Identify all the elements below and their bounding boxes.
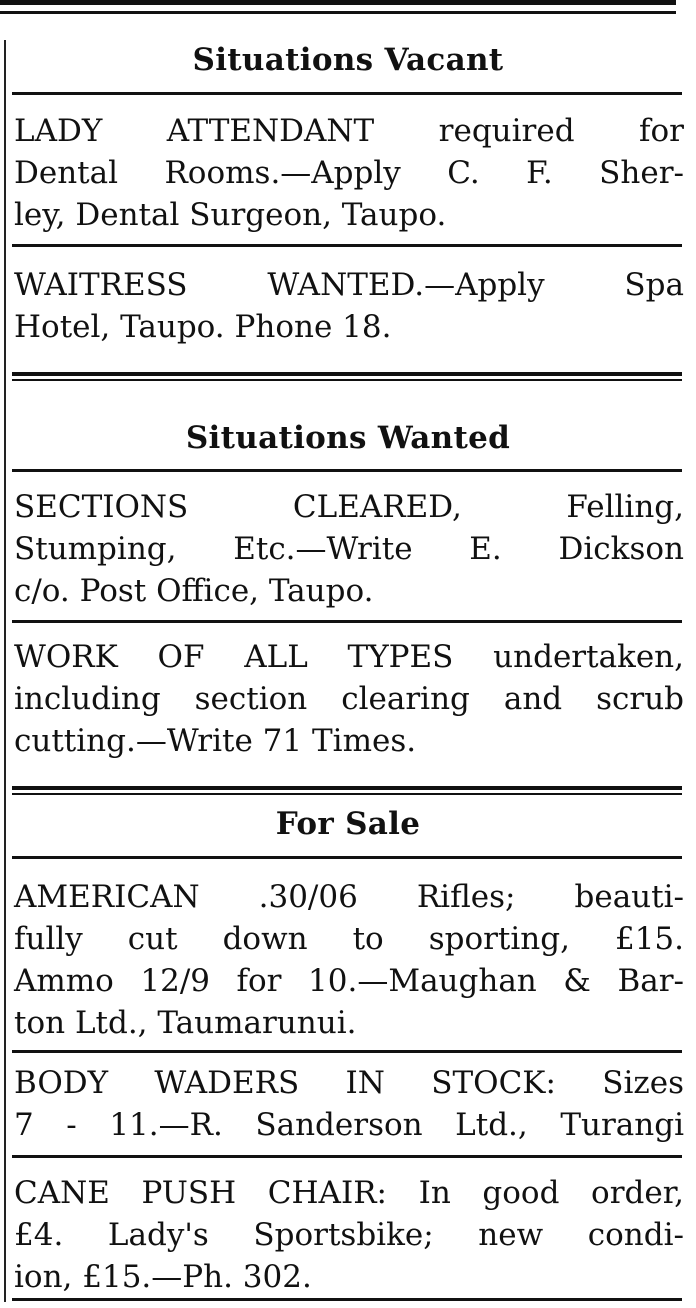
ad-line: SECTIONS CLEARED, Felling, (14, 489, 684, 525)
bottom-rule (12, 1298, 682, 1301)
ad-line: c/o. Post Office, Taupo. (14, 573, 374, 609)
section-rule (12, 469, 682, 472)
ad-line: AMERICAN .30/06 Rifles; beauti- (14, 879, 684, 915)
ad-line: including section clearing and scrub (14, 681, 684, 717)
ad-line: CANE PUSH CHAIR: In good order, (14, 1175, 684, 1211)
ad-line: fully cut down to sporting, £15. (14, 921, 684, 957)
ad-sections-cleared (14, 486, 684, 612)
ad-work-of-all-types (14, 636, 684, 762)
ad-line: LADY ATTENDANT required for (14, 113, 684, 149)
ad-line: BODY WADERS IN STOCK: Sizes (14, 1065, 684, 1101)
ad-line: ion, £15.—Ph. 302. (14, 1259, 312, 1295)
ad-rule (12, 244, 682, 247)
ad-body-waders (14, 1062, 684, 1146)
section-heading-situations-wanted: Situations Wanted (185, 420, 511, 456)
section-rule (12, 856, 682, 859)
ad-line: Stumping, Etc.—Write E. Dickson (14, 531, 684, 567)
ad-line: cutting.—Write 71 Times. (14, 723, 417, 759)
section-rule (12, 92, 682, 95)
ad-line: ley, Dental Surgeon, Taupo. (14, 197, 447, 233)
section-heading-situations-vacant: Situations Vacant (192, 42, 504, 78)
ad-line: Hotel, Taupo. Phone 18. (14, 309, 392, 345)
ad-line: 7 - 11.—R. Sanderson Ltd., Turangi (14, 1107, 684, 1143)
ad-american-rifles (14, 876, 684, 1044)
ad-rule (12, 620, 682, 623)
section-double-rule (12, 372, 682, 381)
ad-cane-push-chair (14, 1172, 684, 1298)
section-heading-for-sale: For Sale (275, 806, 421, 842)
ad-line: Dental Rooms.—Apply C. F. Sher- (14, 155, 684, 191)
ad-rule (12, 1050, 682, 1053)
ad-line: WORK OF ALL TYPES undertaken, (14, 639, 684, 675)
section-double-rule (12, 786, 682, 795)
ad-line: WAITRESS WANTED.—Apply Spa (14, 267, 684, 303)
ad-line: Ammo 12/9 for 10.—Maughan & Bar- (14, 963, 684, 999)
column-left-rule (4, 40, 6, 1302)
ad-rule (12, 1155, 682, 1158)
ad-line: £4. Lady's Sportsbike; new condi- (14, 1217, 684, 1253)
top-border-rule (0, 0, 676, 14)
ad-waitress-wanted (14, 264, 684, 348)
ad-line: ton Ltd., Taumarunui. (14, 1005, 357, 1041)
ad-lady-attendant (14, 110, 684, 236)
